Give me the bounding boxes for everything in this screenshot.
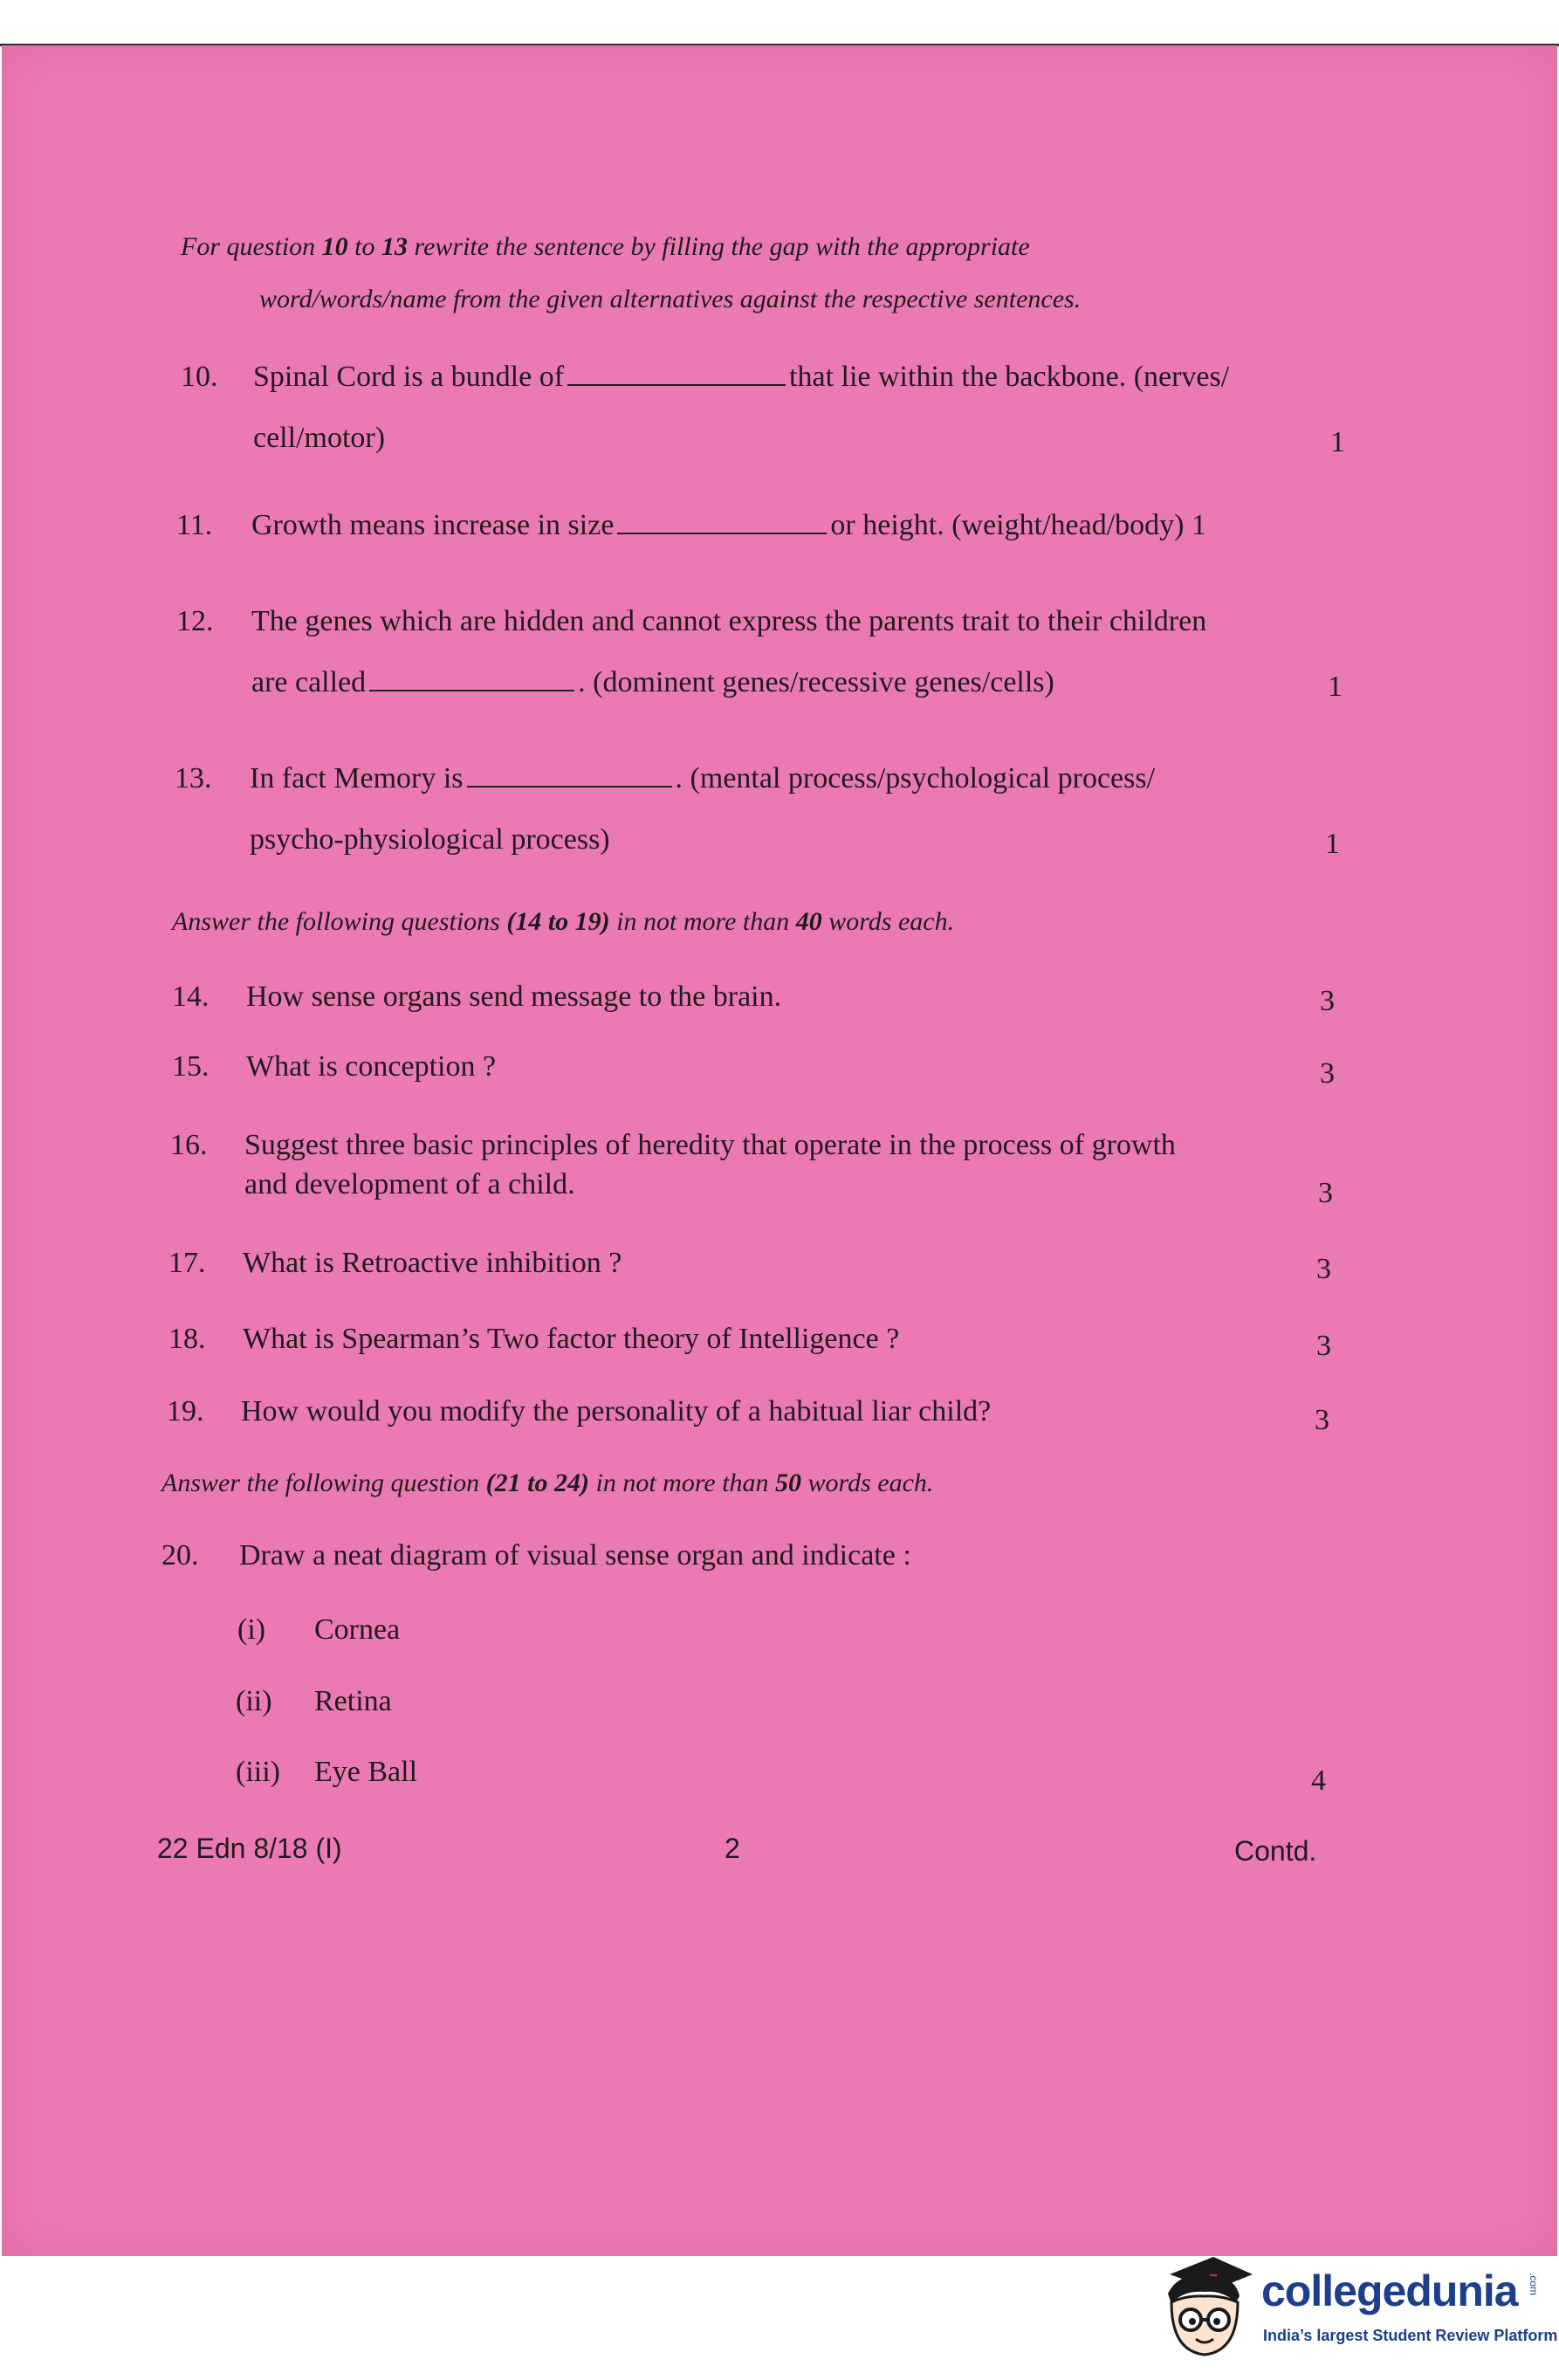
question-12-number: 12. [176,605,214,637]
instruction-range-end: 13 [381,232,409,261]
question-13-line2: psycho-physiological process) [250,823,610,856]
question-19-number: 19. [167,1395,204,1427]
question-16-number: 16. [170,1129,208,1161]
instruction-range: (21 to 24) [485,1469,589,1497]
question-16-text: Suggest three basic principles of heredity that operate in the process of growth [244,1129,1176,1161]
question-20-marks: 4 [1311,1764,1326,1797]
sub-item-label: (i) [237,1613,266,1646]
question-10-part-b: that lie within the backbone. (nerves/ [789,361,1230,393]
instruction-word-limit: 40 [795,907,822,936]
question-16-marks: 3 [1318,1177,1333,1209]
short-answer-instruction [172,905,1394,939]
instruction-text: Answer the following questions [172,907,507,936]
instruction-text: to [347,232,382,261]
instruction-text: in not more than [589,1469,776,1497]
question-14-text: How sense organs send message to the brain. [246,980,782,1013]
instruction-text: words each. [801,1469,934,1497]
question-11-part-b: or height. (weight/head/body) 1 [830,509,1206,541]
instruction-range: (14 to 19) [506,907,610,936]
answer-blank [369,667,574,691]
continued-label: Contd. [1234,1835,1317,1867]
paper-code: 22 Edn 8/18 (I) [157,1833,342,1864]
question-13-text [250,761,1155,796]
sub-item-text: Eye Ball [314,1756,418,1788]
student-mascot-icon [1152,2248,1257,2370]
question-12-text: The genes which are hidden and cannot express the parents trait to their children [251,605,1207,637]
sub-item-text: Retina [314,1685,392,1717]
exam-paper-sheet [2,45,1557,2256]
sub-item-text: Cornea [314,1613,401,1646]
instruction-text: rewrite the sentence by filling the gap with the appropriate [408,232,1030,261]
logo-tagline: India’s largest Student Review Platform [1263,2327,1558,2344]
question-18-marks: 3 [1316,1330,1331,1362]
answer-blank [617,510,827,534]
logo-domain: .com [1528,2273,1540,2296]
question-18-text: What is Spearman’s Two factor theory of Intelligence ? [243,1323,900,1355]
answer-blank [467,763,672,788]
question-10-marks: 1 [1330,426,1345,458]
question-13-marks: 1 [1325,828,1340,860]
question-11-number: 11. [176,509,213,541]
logo-wordmark: collegedunia [1261,2267,1518,2315]
page-number: 2 [725,1833,740,1864]
question-10-number: 10. [181,361,218,393]
fill-gap-instruction [181,230,1368,264]
instruction-text: in not more than [609,907,796,936]
question-13-number: 13. [175,762,212,794]
instruction-word-limit: 50 [775,1469,802,1497]
question-10-text [253,360,1229,395]
question-20-number: 20. [161,1539,199,1572]
question-14-marks: 3 [1320,985,1335,1017]
instruction-text: For question [181,232,322,261]
question-20-text: Draw a neat diagram of visual sense organ and indicate : [239,1539,911,1572]
question-16-line2: and development of a child. [244,1168,575,1200]
collegedunia-logo [1152,2248,1558,2375]
question-12-marks: 1 [1328,671,1343,703]
question-10-part-a: Spinal Cord is a bundle of [253,361,565,393]
question-10-line2: cell/motor) [253,422,386,454]
instruction-range-start: 10 [321,232,348,261]
sub-item-label: (iii) [236,1756,280,1788]
question-15-number: 15. [172,1050,209,1083]
question-12-part-b: . (dominent genes/recessive genes/cells) [578,666,1054,698]
question-19-marks: 3 [1315,1404,1329,1436]
question-17-number: 17. [168,1247,206,1279]
question-11-part-a: Growth means increase in size [251,509,615,541]
question-12-part-a: are called [251,666,367,698]
question-18-number: 18. [168,1323,206,1355]
fill-gap-instruction-line2: word/words/name from the given alternatives against the respective sentences. [259,285,1082,313]
long-answer-instruction [161,1467,1384,1500]
question-14-number: 14. [172,980,209,1013]
answer-blank [567,361,786,386]
question-17-text: What is Retroactive inhibition ? [243,1247,622,1279]
question-17-marks: 3 [1316,1253,1331,1285]
sub-item-label: (ii) [236,1685,272,1717]
instruction-text: Answer the following question [161,1469,486,1497]
question-11-text [251,508,1206,543]
question-15-text: What is conception ? [246,1050,497,1083]
question-13-part-a: In fact Memory is [250,762,464,794]
question-13-part-b: . (mental process/psychological process/ [675,762,1156,794]
question-15-marks: 3 [1320,1057,1335,1090]
question-12-line2 [251,665,1054,700]
instruction-text: words each. [821,907,955,936]
question-19-text: How would you modify the personality of a habitual liar child? [241,1395,992,1427]
